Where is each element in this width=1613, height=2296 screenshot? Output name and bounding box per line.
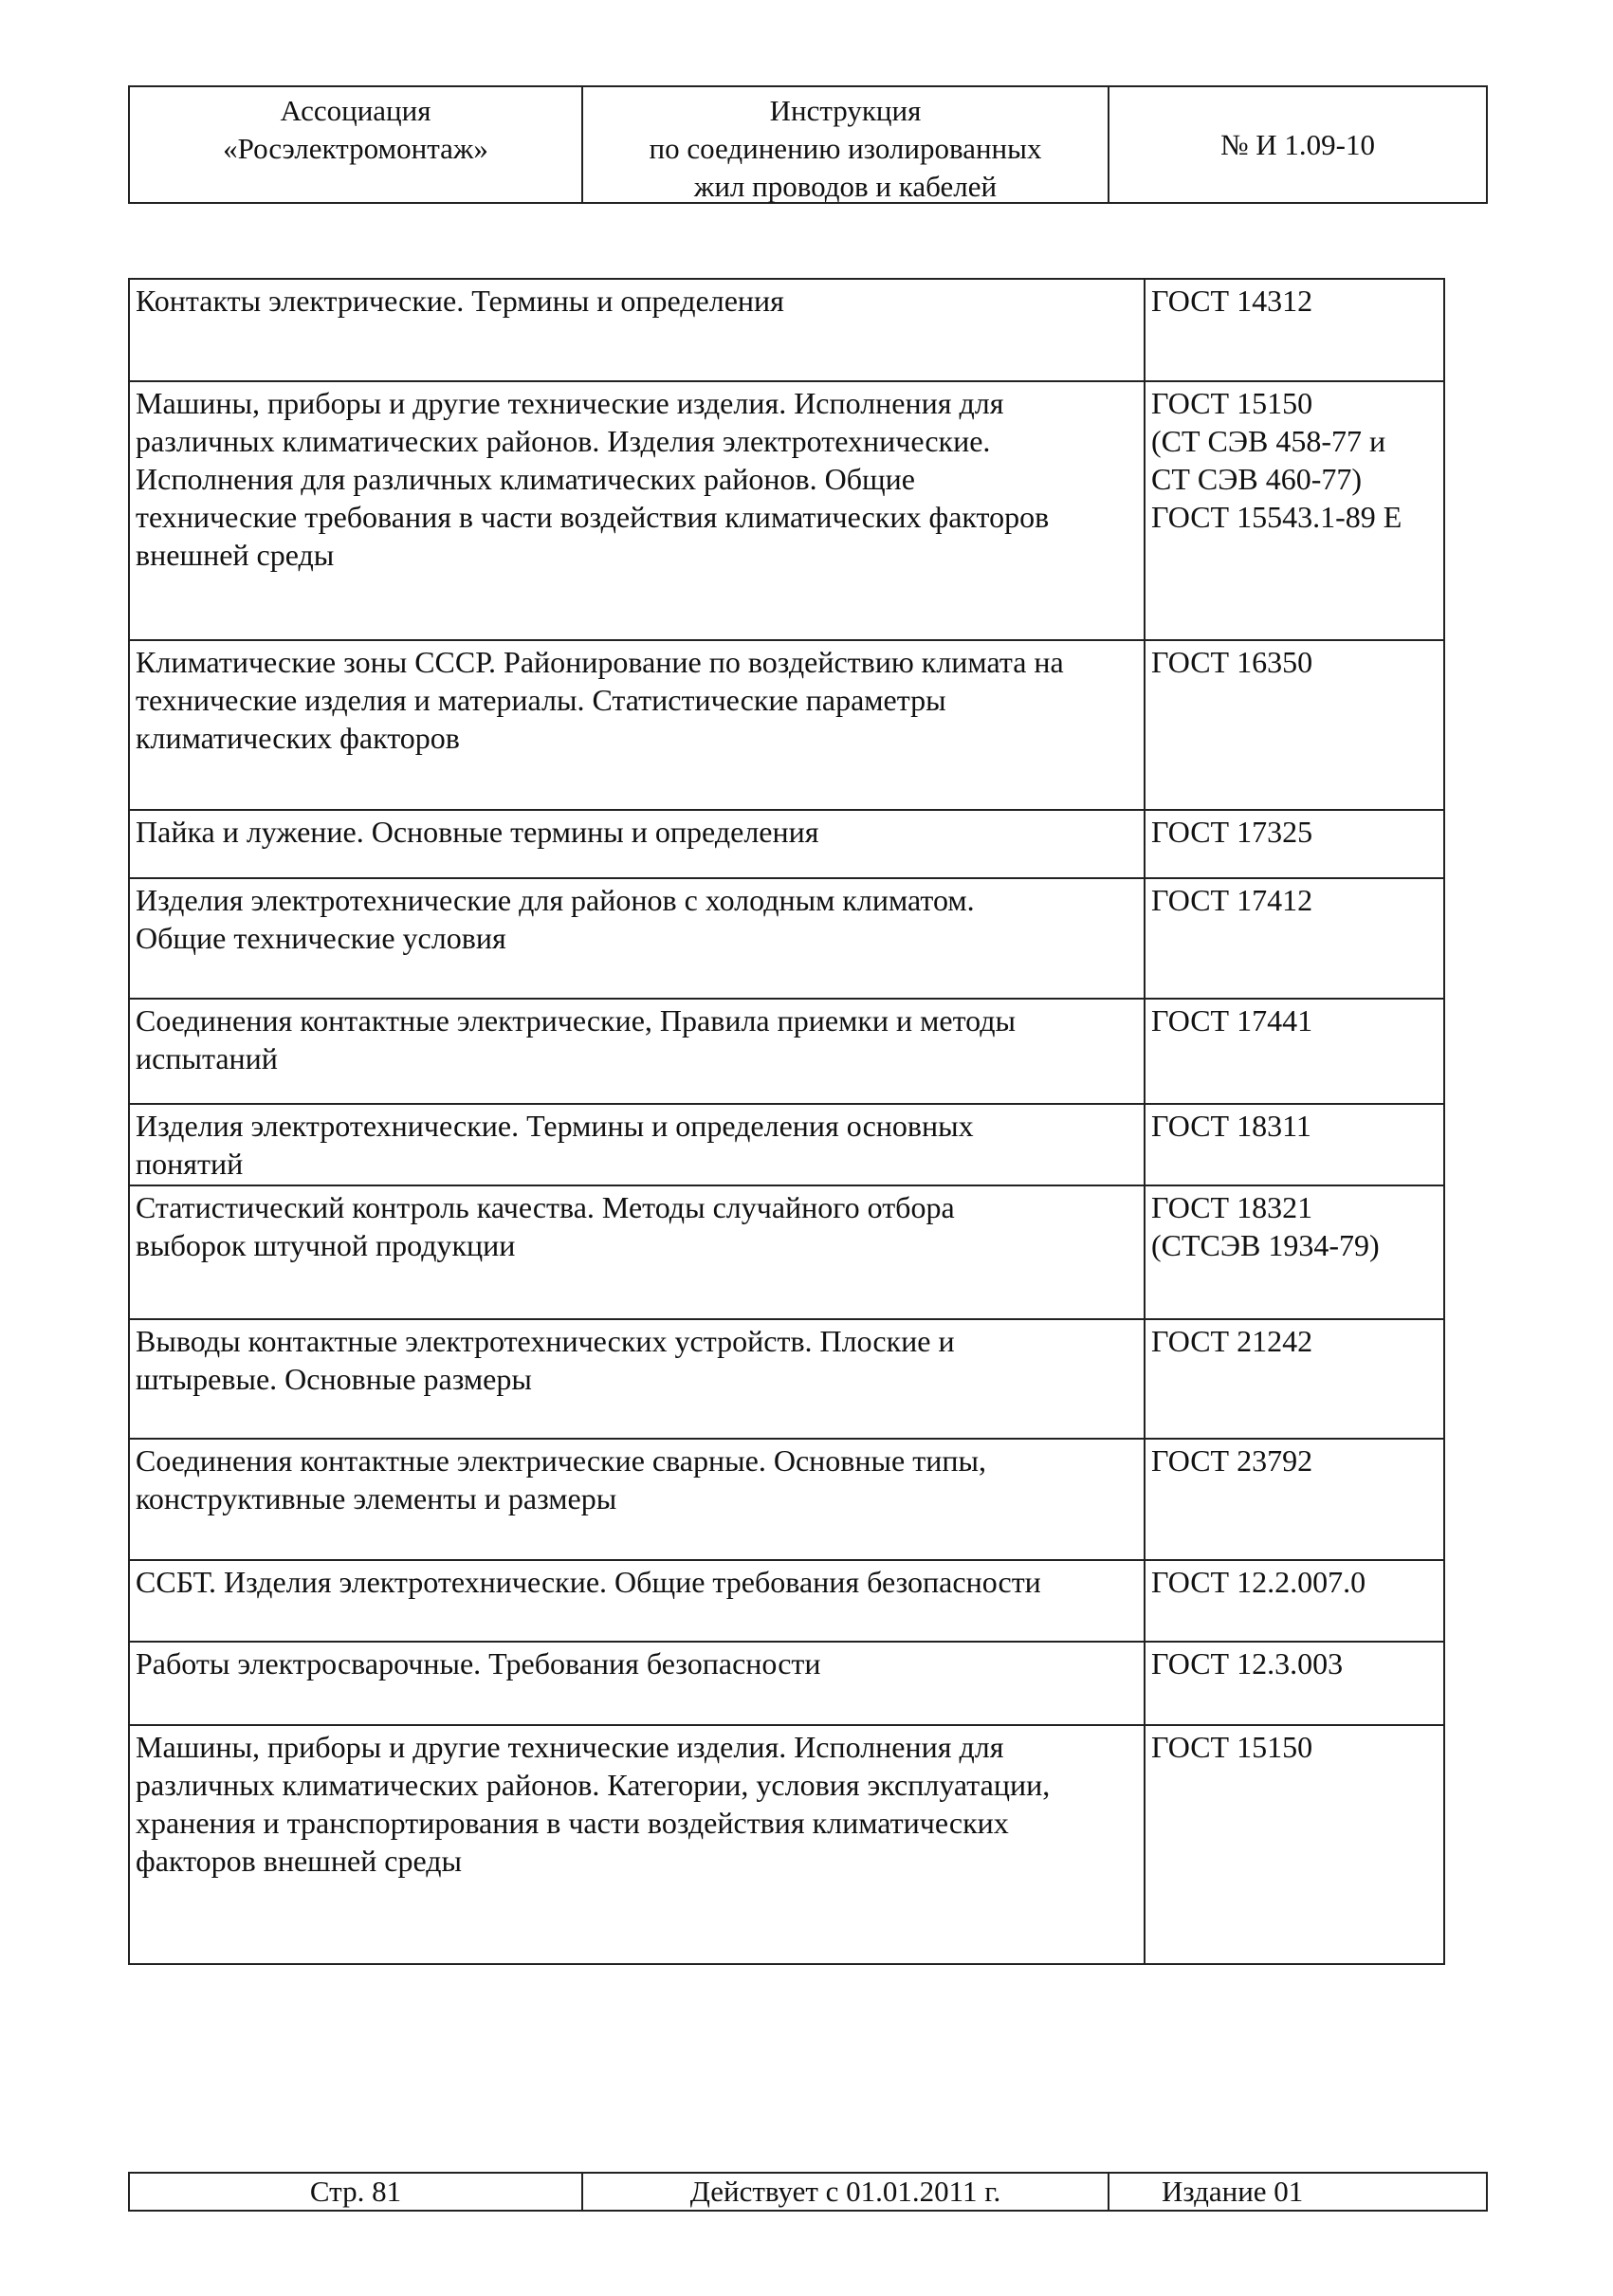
header-title-line: Инструкция [769,94,922,127]
gost-line: (СТ СЭВ 458-77 и [1151,424,1386,458]
gost-line: ГОСТ 14312 [1151,284,1313,318]
gost-line: ГОСТ 17412 [1151,883,1313,917]
standard-title-cell [129,1642,1145,1725]
table-row [129,1439,1444,1560]
gost-line: ГОСТ 18311 [1151,1109,1311,1143]
gost-line: ГОСТ 21242 [1151,1324,1313,1358]
title-line: Изделия электротехнические для районов с холодным климатом. [136,883,975,917]
standard-title-cell [129,1439,1145,1560]
header-document-number [1109,87,1486,202]
title-line: Изделия электротехнические. Термины и определения основных [136,1109,974,1143]
standards-table [128,278,1445,1965]
standard-title-cell [129,279,1145,381]
header-org-line: «Росэлектромонтаж» [223,132,488,165]
title-line: Машины, приборы и другие технические изделия. Исполнения для [136,1730,1004,1764]
standard-title-cell [129,1104,1145,1185]
title-line: Исполнения для различных климатических районов. Общие [136,462,915,496]
header-title-line: жил проводов и кабелей [693,170,998,203]
header-title-line: по соединению изолированных [649,132,1042,165]
gost-line: ГОСТ 12.2.007.0 [1151,1565,1366,1599]
table-row [129,640,1444,810]
header-org-line: Ассоциация [280,94,431,127]
gost-line: (СТСЭВ 1934-79) [1151,1228,1380,1262]
gost-cell [1145,999,1444,1104]
gost-cell [1145,1439,1444,1560]
footer-page-number: Стр. 81 [130,2174,583,2210]
gost-line: ГОСТ 18321 [1151,1190,1313,1224]
title-line: штыревые. Основные размеры [136,1362,532,1396]
header-document-title [583,87,1109,202]
title-line: Выводы контактные электротехнических устройств. Плоские и [136,1324,955,1358]
title-line: Климатические зоны СССР. Районирование по воздействию климата на [136,645,1064,679]
standard-title-cell [129,640,1145,810]
standard-title-cell [129,878,1145,999]
gost-line: ГОСТ 15543.1-89 Е [1151,500,1402,534]
gost-cell [1145,640,1444,810]
standard-title-cell [129,810,1145,878]
title-line: конструктивные элементы и размеры [136,1481,617,1515]
gost-cell [1145,381,1444,640]
table-row [129,381,1444,640]
standard-title-cell [129,1185,1145,1319]
title-line: испытаний [136,1041,278,1075]
gost-cell [1145,878,1444,999]
title-line: хранения и транспортирования в части воздействия климатических [136,1806,1009,1840]
gost-cell [1145,1185,1444,1319]
title-line: различных климатических районов. Категории, условия эксплуатации, [136,1768,1051,1802]
gost-line: СТ СЭВ 460-77) [1151,462,1363,496]
standard-title-cell [129,381,1145,640]
gost-line: ГОСТ 17441 [1151,1003,1313,1038]
document-number: № И 1.09-10 [1219,127,1376,161]
table-row [129,810,1444,878]
table-row [129,1185,1444,1319]
title-line: климатических факторов [136,721,460,755]
title-line: Соединения контактные электрические сварные. Основные типы, [136,1443,986,1478]
title-line: технические требования в части воздействия климатических факторов [136,500,1050,534]
gost-cell [1145,1104,1444,1185]
table-row [129,1725,1444,1964]
title-line: внешней среды [136,538,335,572]
gost-cell [1145,810,1444,878]
title-line: технические изделия и материалы. Статистические параметры [136,683,946,717]
header-organization [130,87,583,202]
title-line: Соединения контактные электрические, Правила приемки и методы [136,1003,1016,1038]
standard-title-cell [129,1560,1145,1642]
title-line: Машины, приборы и другие технические изделия. Исполнения для [136,386,1004,420]
title-line: Работы электросварочные. Требования безопасности [136,1646,821,1681]
gost-line: ГОСТ 15150 [1151,1730,1313,1764]
table-row [129,1319,1444,1439]
gost-line: ГОСТ 23792 [1151,1443,1313,1478]
table-row [129,999,1444,1104]
title-line: Пайка и лужение. Основные термины и определения [136,815,819,849]
title-line: выборок штучной продукции [136,1228,516,1262]
gost-cell [1145,1319,1444,1439]
standard-title-cell [129,999,1145,1104]
gost-line: ГОСТ 16350 [1151,645,1313,679]
gost-cell [1145,1560,1444,1642]
standard-title-cell [129,1725,1145,1964]
footer-table [128,2172,1488,2212]
table-row [129,1642,1444,1725]
gost-line: ГОСТ 15150 [1151,386,1313,420]
table-row [129,279,1444,381]
gost-line: ГОСТ 12.3.003 [1151,1646,1344,1681]
title-line: ССБТ. Изделия электротехнические. Общие требования безопасности [136,1565,1041,1599]
table-row [129,1104,1444,1185]
title-line: Статистический контроль качества. Методы случайного отбора [136,1190,955,1224]
header-table [128,85,1488,204]
title-line: Общие технические условия [136,921,506,955]
footer-valid-from: Действует с 01.01.2011 г. [583,2174,1109,2210]
table-row [129,878,1444,999]
title-line: Контакты электрические. Термины и определения [136,284,784,318]
title-line: понятий [136,1147,244,1181]
gost-cell [1145,1725,1444,1964]
gost-cell [1145,1642,1444,1725]
title-line: различных климатических районов. Изделия электротехнические. [136,424,991,458]
standard-title-cell [129,1319,1145,1439]
gost-line: ГОСТ 17325 [1151,815,1313,849]
table-row [129,1560,1444,1642]
gost-cell [1145,279,1444,381]
title-line: факторов внешней среды [136,1844,463,1878]
footer-edition: Издание 01 [1162,2175,1304,2208]
